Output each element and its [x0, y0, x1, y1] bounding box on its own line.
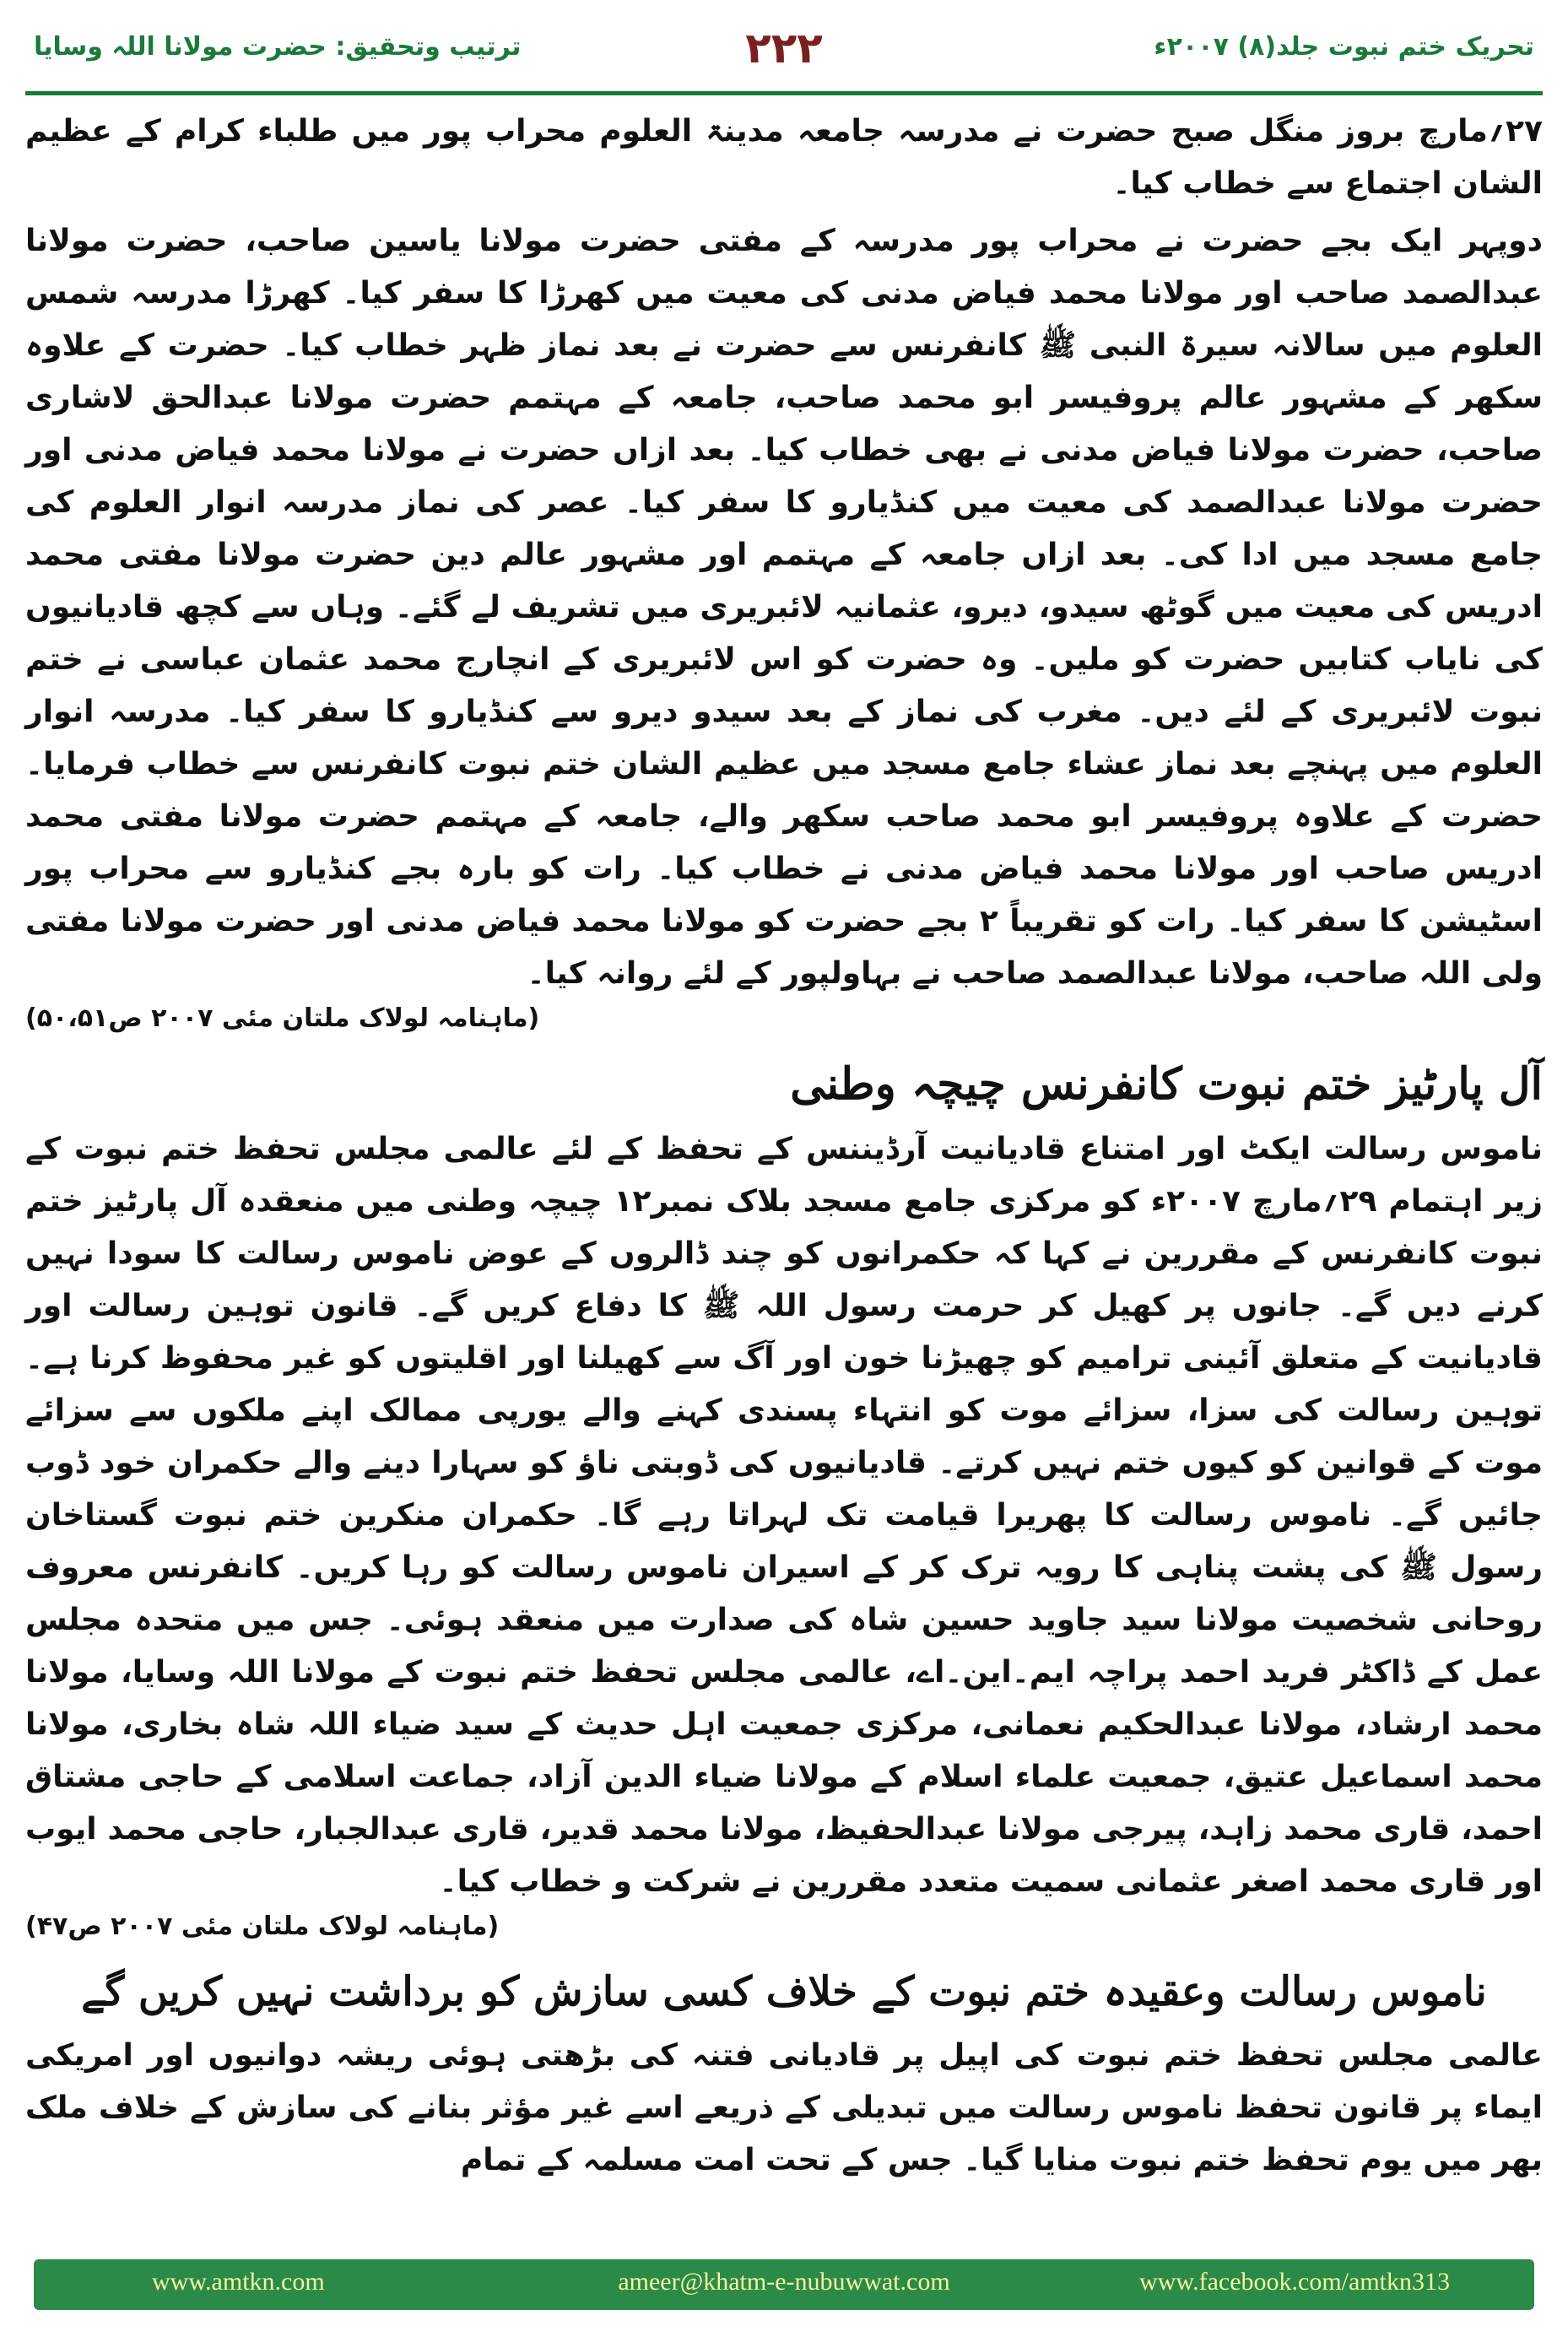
- paragraph-conference: ناموس رسالت ایکٹ اور امتناع قادیانیت آرڈیننس کے تحفظ کے لئے عالمی مجلس تحفظ ختم نبوت کے زیر اہتمام ۲۹؍مارچ ۲۰۰۷ء کو مرکزی جامع مسجد بلاک نمبر۱۲ چیچہ وطنی میں منعقدہ آل پارٹیز ختم نبوت کانفرنس کے مقررین نے کہا کہ حکمرانوں کو چند ڈالروں کے عوض ناموس رسالت کا سودا نہیں کرنے دیں گے۔ جانوں پر کھیل کر حرمت رسول اللہ ﷺ کا دفاع کریں گے۔ قانون توہین رسالت اور قادیانیت کے متعلق آئینی ترامیم کو چھیڑنا خون اور آگ سے کھیلنا اور اقلیتوں کو غیر محفوظ کرنا ہے۔ توہین رسالت کی سزا، سزائے موت کو انتہاء پسندی کہنے والے یورپی ممالک اپنے ملکوں سے سزائے موت کے قوانین کو کیوں ختم نہیں کرتے۔ قادیانیوں کی ڈوبتی ناؤ کو سہارا دینے والے حکمران خود ڈوب جائیں گے۔ ناموس رسالت کا پھریرا قیامت تک لہراتا رہے گا۔ حکمران منکرین ختم نبوت گستاخان رسول ﷺ کی پشت پناہی کا رویہ ترک کر کے اسیران ناموس رسالت کو رہا کریں۔ کانفرنس معروف روحانی شخصیت مولانا سید جاوید حسین شاہ کی صدارت میں منعقد ہوئی۔ جس میں متحدہ مجلس عمل کے ڈاکٹر فرید احمد پراچہ ایم۔این۔اے، عالمی مجلس تحفظ ختم نبوت کے مولانا اللہ وسایا، مولانا محمد ارشاد، مولانا عبدالحکیم نعمانی، مرکزی جمعیت اہل حدیث کے سید ضیاء اللہ شاہ بخاری، مولانا محمد اسماعیل عتیق، جمعیت علماء اسلام کے مولانا ضیاء الدین آزاد، جماعت اسلامی کے حاجی مشتاق احمد، قاری محمد زاہد، پیرجی مولانا عبدالحفیظ، مولانا محمد قدیر، قاری عبدالجبار، حاجی محمد ایوب اور قاری محمد اصغر عثمانی سمیت متعدد مقررین نے شرکت و خطاب کیا۔: [25, 1132, 1543, 1899]
- header-book-title: تحریک ختم نبوت جلد(۸) ۲۰۰۷ء: [1154, 32, 1534, 62]
- page-number: ۲۲۲: [745, 24, 823, 73]
- paragraph-travel: دوپہر ایک بجے حضرت نے محراب پور مدرسہ کے مفتی حضرت مولانا یاسین صاحب، حضرت مولانا عبدالصمد صاحب اور مولانا محمد فیاض مدنی کی معیت میں کھرڑا کا سفر کیا۔ کھرڑا مدرسہ شمس العلوم میں سالانہ سیرۃ النبی ﷺ کانفرنس سے حضرت نے بعد نماز ظہر خطاب کیا۔ حضرت کے علاوہ سکھر کے مشہور عالم پروفیسر ابو محمد صاحب، جامعہ کے مہتمم حضرت مولانا عبدالحق لاشاری صاحب، حضرت مولانا فیاض مدنی نے بھی خطاب کیا۔ بعد ازاں حضرت نے مولانا محمد فیاض مدنی اور حضرت مولانا عبدالصمد کی معیت میں کنڈیارو کا سفر کیا۔ عصر کی نماز مدرسہ انوار العلوم کی جامع مسجد میں ادا کی۔ بعد ازاں جامعہ کے مہتمم اور مشہور عالم دین حضرت مولانا مفتی محمد ادریس کی معیت میں گوٹھ سیدو، دیرو، عثمانیہ لائبریری میں تشریف لے گئے۔ وہاں سے کچھ قادیانیوں کی نایاب کتابیں حضرت کو ملیں۔ وہ حضرت کو اس لائبریری کے انچارج محمد عثمان عباسی نے ختم نبوت لائبریری کے لئے دیں۔ مغرب کی نماز کے بعد سیدو دیرو سے کنڈیارو کا سفر کیا۔ مدرسہ انوار العلوم میں پہنچے بعد نماز عشاء جامع مسجد میں عظیم الشان ختم نبوت کانفرنس سے خطاب فرمایا۔ حضرت کے علاوہ پروفیسر ابو محمد صاحب سکھر والے، جامعہ کے مہتمم حضرت مولانا مفتی محمد ادریس صاحب اور مولانا محمد فیاض مدنی نے خطاب کیا۔ رات کو بارہ بجے کنڈیارو سے محراب پور اسٹیشن کا سفر کیا۔ رات کو تقریباً ۲ بجے حضرت کو مولانا محمد فیاض مدنی اور حضرت مولانا مفتی ولی اللہ صاحب، مولانا عبدالصمد صاحب نے بہاولپور کے لئے روانہ کیا۔: [25, 224, 1544, 991]
- citation: (ماہنامہ لولاک ملتان مئی ۲۰۰۷ ص۴۷): [25, 1912, 500, 1941]
- page-footer: [34, 2259, 1534, 2310]
- paragraph-opening: ۲۷؍مارچ بروز منگل صبح حضرت نے مدرسہ جامعہ مدینۃ العلوم محراب پور میں طلباء کرام کے عظیم الشان اجتماع سے خطاب کیا۔: [25, 114, 1543, 201]
- facebook-link[interactable]: www.facebook.com/amtkn313: [1139, 2268, 1450, 2296]
- email-link[interactable]: ameer@khatm-e-nubuwwat.com: [618, 2268, 950, 2296]
- section-heading: آل پارٹیز ختم نبوت کانفرنس چیچہ وطنی: [790, 1058, 1543, 1110]
- section-heading: ناموس رسالت وعقیدہ ختم نبوت کے خلاف کسی سازش کو برداشت نہیں کریں گے: [81, 1968, 1487, 2015]
- page-body: [25, 105, 1543, 2232]
- paragraph-protest-day: عالمی مجلس تحفظ ختم نبوت کی اپیل پر قادیانی فتنہ کی بڑھتی ہوئی ریشہ دوانیوں اور امریکی ایماء پر قانون تحفظ ناموس رسالت میں تبدیلی کے ذریعے اسے غیر مؤثر بنانے کی سازش کے خلاف ملک بھر میں یوم تحفظ ختم نبوت منایا گیا۔ جس کے تحت امت مسلمہ کے تمام: [25, 2038, 1543, 2177]
- page-header: [17, 24, 1551, 83]
- header-divider: [25, 91, 1543, 95]
- citation: (ماہنامہ لولاک ملتان مئی ۲۰۰۷ ص۵۰،۵۱): [25, 1003, 540, 1033]
- header-compiler: ترتیب وتحقیق: حضرت مولانا اللہ وسایا: [34, 32, 522, 62]
- website-link[interactable]: www.amtkn.com: [152, 2268, 325, 2296]
